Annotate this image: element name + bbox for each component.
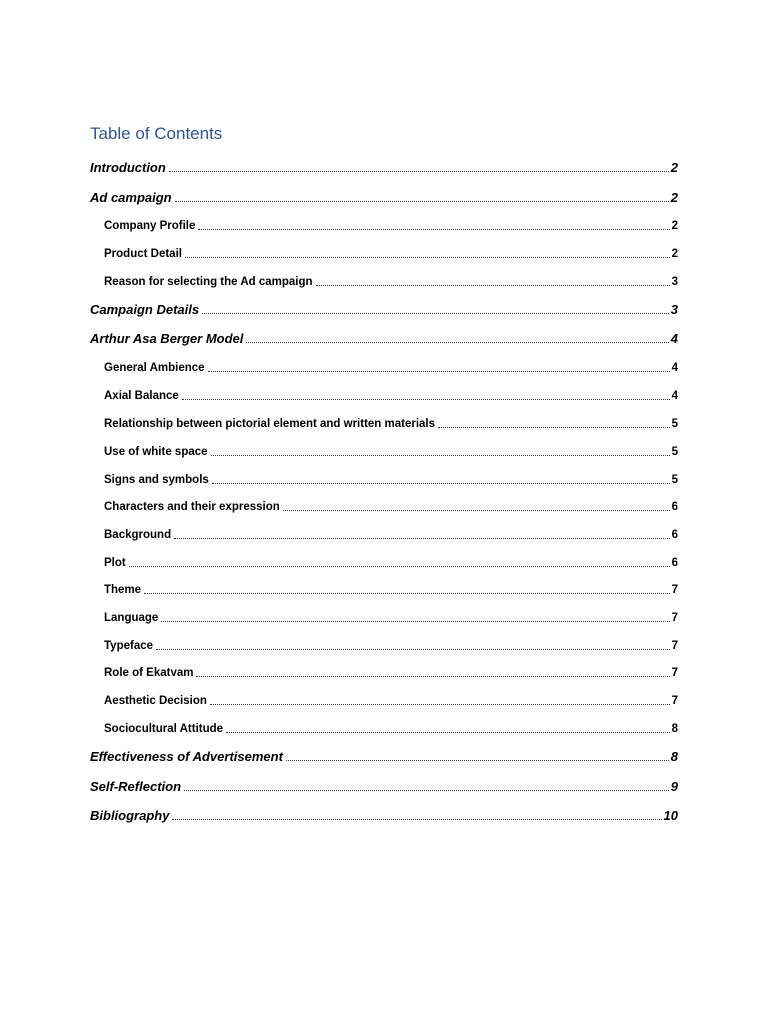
toc-entry-label: Ad campaign — [90, 190, 172, 205]
toc-dot-leader — [144, 593, 670, 594]
toc-entry-label: Self-Reflection — [90, 779, 182, 794]
toc-entry-page-number: 4 — [671, 390, 678, 402]
toc-entry[interactable] — [90, 747, 678, 765]
toc-entry-label: Role of Ekatvam — [104, 667, 194, 679]
toc-dot-leader — [156, 649, 670, 650]
toc-entry-page-number: 9 — [670, 779, 678, 794]
toc-entry-page-number: 8 — [671, 723, 678, 735]
toc-dot-leader — [202, 313, 669, 314]
toc-entry-page-number: 7 — [671, 667, 678, 679]
toc-dot-leader — [169, 171, 669, 172]
toc-entry[interactable] — [90, 553, 678, 571]
toc-entry-page-number: 5 — [671, 474, 678, 486]
toc-entry[interactable] — [90, 244, 678, 262]
toc-entry-label: Typeface — [104, 640, 154, 652]
toc-entry-label: General Ambience — [104, 362, 205, 374]
toc-entry-page-number: 7 — [671, 695, 678, 707]
toc-entry-page-number: 6 — [671, 557, 678, 569]
toc-entry[interactable] — [90, 806, 678, 824]
toc-entry-page-number: 3 — [670, 302, 678, 317]
toc-entry-label: Axial Balance — [104, 390, 179, 402]
toc-entry-label: Characters and their expression — [104, 501, 280, 513]
toc-dot-leader — [211, 455, 670, 456]
toc-dot-leader — [208, 371, 670, 372]
toc-entry-label: Reason for selecting the Ad campaign — [104, 276, 313, 288]
toc-dot-leader — [175, 201, 669, 202]
toc-entry-label: Relationship between pictorial element and written materials — [104, 418, 436, 430]
toc-dot-leader — [316, 285, 670, 286]
toc-entry-label: Campaign Details — [90, 302, 200, 317]
toc-dot-leader — [246, 342, 668, 343]
toc-entry-page-number: 6 — [671, 501, 678, 513]
toc-entry-page-number: 3 — [671, 276, 678, 288]
toc-entry-page-number: 8 — [670, 749, 678, 764]
toc-entry-page-number: 7 — [671, 612, 678, 624]
toc-entry[interactable] — [90, 608, 678, 626]
toc-entry[interactable] — [90, 442, 678, 460]
toc-entry[interactable] — [90, 188, 678, 206]
toc-dot-leader — [438, 427, 670, 428]
toc-entry[interactable] — [90, 470, 678, 488]
toc-entry-label: Product Detail — [104, 248, 182, 260]
toc-dot-leader — [196, 676, 669, 677]
toc-entry-label: Effectiveness of Advertisement — [90, 749, 283, 764]
toc-entry-page-number: 10 — [663, 808, 678, 823]
toc-entry-label: Arthur Asa Berger Model — [90, 331, 244, 346]
toc-entry[interactable] — [90, 300, 678, 318]
toc-entry-page-number: 2 — [671, 220, 678, 232]
toc-entry-page-number: 7 — [671, 640, 678, 652]
toc-dot-leader — [286, 760, 669, 761]
toc-entry[interactable] — [90, 719, 678, 737]
toc-dot-leader — [161, 621, 669, 622]
toc-list — [90, 0, 678, 1024]
toc-dot-leader — [210, 704, 670, 705]
toc-entry-page-number: 5 — [671, 446, 678, 458]
toc-entry-label: Aesthetic Decision — [104, 695, 207, 707]
toc-entry-label: Background — [104, 529, 172, 541]
toc-entry[interactable] — [90, 691, 678, 709]
toc-dot-leader — [182, 399, 670, 400]
toc-entry-label: Use of white space — [104, 446, 208, 458]
toc-entry[interactable] — [90, 777, 678, 795]
toc-entry-label: Bibliography — [90, 808, 170, 823]
toc-title: Table of Contents — [90, 124, 223, 143]
toc-entry[interactable] — [90, 329, 678, 347]
toc-entry[interactable] — [90, 525, 678, 543]
toc-entry-label: Language — [104, 612, 159, 624]
toc-entry[interactable] — [90, 216, 678, 234]
toc-entry[interactable] — [90, 636, 678, 654]
toc-entry-label: Sociocultural Attitude — [104, 723, 224, 735]
toc-entry-page-number: 2 — [670, 190, 678, 205]
toc-dot-leader — [174, 538, 670, 539]
toc-entry[interactable] — [90, 272, 678, 290]
toc-entry-label: Introduction — [90, 160, 166, 175]
toc-dot-leader — [184, 790, 669, 791]
toc-entry[interactable] — [90, 663, 678, 681]
toc-entry[interactable] — [90, 158, 678, 176]
toc-entry-page-number: 4 — [670, 331, 678, 346]
toc-dot-leader — [283, 510, 670, 511]
toc-entry[interactable] — [90, 414, 678, 432]
toc-entry-page-number: 7 — [671, 584, 678, 596]
toc-entry-page-number: 2 — [670, 160, 678, 175]
toc-dot-leader — [226, 732, 670, 733]
toc-dot-leader — [198, 229, 669, 230]
toc-entry-page-number: 6 — [671, 529, 678, 541]
toc-entry[interactable] — [90, 497, 678, 515]
toc-dot-leader — [129, 566, 670, 567]
toc-entry[interactable] — [90, 386, 678, 404]
toc-entry-label: Plot — [104, 557, 126, 569]
toc-entry-label: Company Profile — [104, 220, 196, 232]
toc-entry-label: Signs and symbols — [104, 474, 209, 486]
toc-dot-leader — [172, 819, 661, 820]
toc-dot-leader — [212, 483, 670, 484]
toc-dot-leader — [185, 257, 670, 258]
toc-entry-page-number: 4 — [671, 362, 678, 374]
toc-entry-page-number: 2 — [671, 248, 678, 260]
toc-entry[interactable] — [90, 358, 678, 376]
toc-entry[interactable] — [90, 580, 678, 598]
toc-entry-label: Theme — [104, 584, 142, 596]
toc-entry-page-number: 5 — [671, 418, 678, 430]
